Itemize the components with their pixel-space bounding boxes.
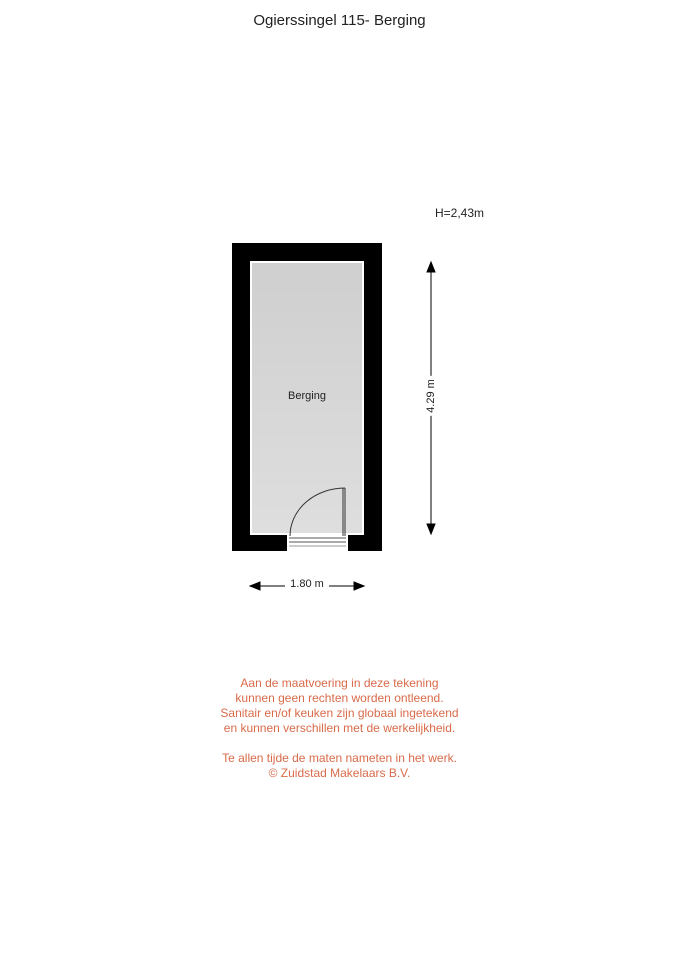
ceiling-height-label: H=2,43m <box>435 206 485 220</box>
disclaimer-line: kunnen geen rechten worden ontleend. <box>235 691 444 705</box>
disclaimer <box>0 676 679 781</box>
depth-dimension-label: 4.29 m <box>425 376 437 416</box>
copyright-line: © Zuidstad Makelaars B.V. <box>268 766 411 780</box>
width-dimension-label: 1.80 m <box>285 578 329 590</box>
disclaimer-line: Aan de maatvoering in deze tekening <box>240 676 439 690</box>
disclaimer-line: en kunnen verschillen met de werkelijkheid. <box>223 721 456 735</box>
room-name-label: Berging <box>288 390 326 402</box>
page-title: Ogierssingel 115- Berging <box>253 12 426 29</box>
disclaimer-line: Sanitair en/of keuken zijn globaal ingetekend <box>220 706 459 720</box>
disclaimer-line: Te allen tijde de maten nameten in het werk. <box>222 751 457 765</box>
